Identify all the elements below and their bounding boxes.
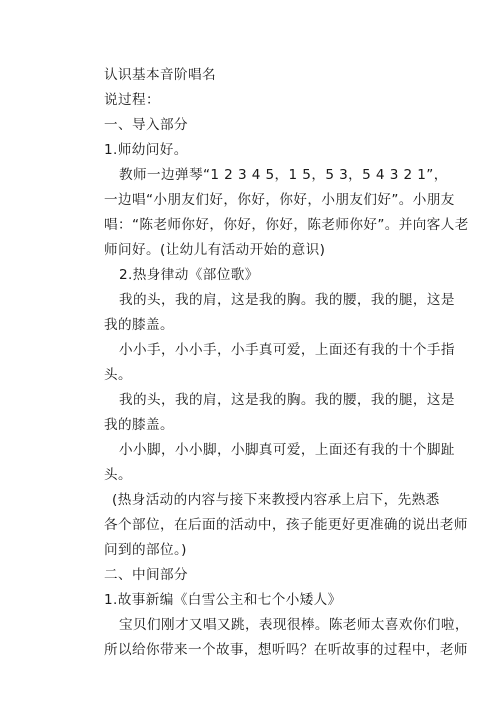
paragraph-line: 头。 bbox=[104, 467, 132, 483]
doc-heading-process: 说过程： bbox=[104, 92, 160, 108]
item-heading-warmup: 2.热身律动《部位歌》 bbox=[119, 267, 259, 283]
doc-heading-topic: 认识基本音阶唱名 bbox=[104, 67, 216, 83]
paragraph-line: 师问好。(让幼儿有活动开始的意识) bbox=[104, 242, 326, 258]
paragraph-line: 宝贝们刚才又唱又跳，表现很棒。陈老师太喜欢你们啦， bbox=[119, 617, 469, 633]
paragraph-line: 头。 bbox=[104, 367, 132, 383]
paragraph-line: 我的膝盖。 bbox=[104, 417, 174, 433]
paragraph-line: 各个部位，在后面的活动中，孩子能更好更准确的说出老师 bbox=[104, 517, 468, 533]
section-heading-middle: 二、中间部分 bbox=[104, 567, 188, 583]
paragraph-line: 我的头，我的肩，这是我的胸。我的腰，我的腿，这是 bbox=[119, 392, 455, 408]
paragraph-line: 我的头，我的肩，这是我的胸。我的腰，我的腿，这是 bbox=[119, 292, 455, 308]
paragraph-line: 我的膝盖。 bbox=[104, 317, 174, 333]
paragraph-line: 问到的部位。) bbox=[104, 542, 187, 558]
paragraph-line: 所以给你带来一个故事，想听吗？在听故事的过程中，老师 bbox=[104, 642, 468, 658]
paragraph-line: 一边唱“小朋友们好，你好，你好，小朋友们好”。小朋友 bbox=[104, 192, 455, 208]
paragraph-line: (热身活动的内容与接下来教授内容承上启下，先熟悉 bbox=[112, 492, 440, 508]
paragraph-line: 小小手，小小手，小手真可爱，上面还有我的十个手指 bbox=[119, 342, 455, 358]
paragraph-line: 唱：“陈老师你好，你好，你好，陈老师你好”。并向客人老 bbox=[104, 217, 469, 233]
item-heading-story: 1.故事新编《白雪公主和七个小矮人》 bbox=[104, 592, 342, 608]
paragraph-line: 小小脚，小小脚，小脚真可爱，上面还有我的十个脚趾 bbox=[119, 442, 455, 458]
item-heading-greeting: 1.师幼问好。 bbox=[104, 142, 188, 158]
section-heading-intro: 一、导入部分 bbox=[104, 117, 188, 133]
paragraph-line: 教师一边弹琴“1 2 3 4 5，1 5，5 3，5 4 3 2 1”， bbox=[119, 167, 448, 183]
